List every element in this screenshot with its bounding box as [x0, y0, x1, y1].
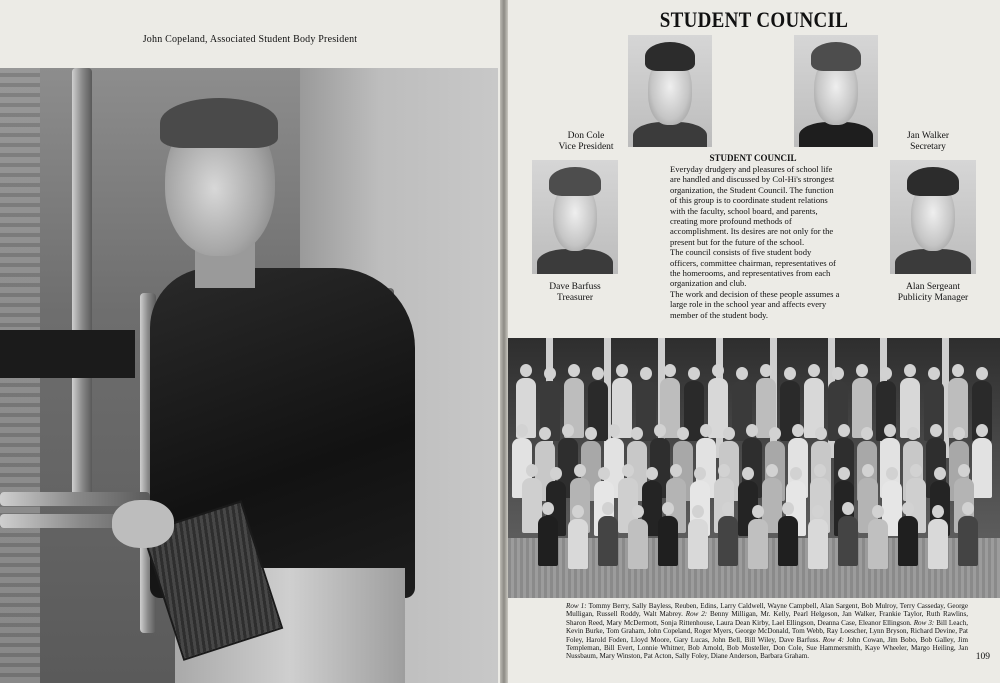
group-member-figure — [808, 519, 828, 569]
article-heading: STUDENT COUNCIL — [709, 153, 797, 163]
group-member-figure — [868, 519, 888, 569]
group-member-figure — [958, 516, 978, 566]
roster-caption — [566, 602, 968, 661]
publicity-manager-caption — [870, 282, 996, 303]
secretary-role: Secretary — [910, 141, 946, 152]
page-number: 109 — [975, 652, 990, 662]
secretary-caption — [878, 131, 978, 152]
book-gutter — [500, 0, 508, 683]
article-paragraph: The council consists of five student body officers, committee chairman, representatives of the homerooms, and representatives from each organization and club. — [670, 247, 836, 289]
vice-president-caption — [538, 131, 634, 152]
roster-row: Benny Milligan, Mr. Kelly, Pearl Helgeson, Jan Walker, Frankie Taylor, Ruth Rawlins, Sharon Reed, Mary McDermott, Sonja Rittenhouse, Laura Dean Kirby, Lael Ellingson, Deanna Case, Eleanor Ellingson. — [566, 610, 968, 627]
roster-row-label: Row 1: — [566, 602, 587, 610]
group-member-figure — [972, 438, 992, 498]
group-member-figure — [658, 516, 678, 566]
group-member-figure — [568, 519, 588, 569]
president-photo — [0, 68, 498, 683]
group-member-figure — [778, 516, 798, 566]
treasurer-caption — [522, 282, 628, 303]
article-paragraph: The work and decision of these people assumes a large role in the school year and affects every member of the student body. — [670, 288, 840, 320]
page-title: STUDENT COUNCIL — [659, 8, 849, 33]
group-member-figure — [898, 516, 918, 566]
president-caption: John Copeland, Associated Student Body President — [142, 34, 358, 45]
secretary-portrait — [794, 35, 878, 147]
roster-row-label: Row 2: — [685, 610, 708, 619]
right-page — [508, 0, 1000, 683]
roster-row-label: Row 3: — [913, 618, 935, 627]
group-member-figure — [928, 519, 948, 569]
publicity-manager-name: Alan Sergeant — [906, 282, 960, 292]
article-body — [670, 164, 840, 320]
group-member-figure — [598, 516, 618, 566]
roster-row-label: Row 4: — [822, 635, 845, 644]
council-group-photo — [508, 338, 1000, 598]
group-member-figure — [748, 519, 768, 569]
treasurer-role: Treasurer — [556, 292, 594, 303]
group-member-figure — [838, 516, 858, 566]
group-member-figure — [628, 519, 648, 569]
roster-row: Tommy Berry, Sally Bayless, Reuben, Edins, Larry Caldwell, Wayne Campbell, Alan Sargent, Bob Mulroy, Terry Casseday, George Mulligan, Russell Roddy, Walt Mabrey. — [566, 602, 968, 619]
publicity-manager-role: Publicity Manager — [897, 292, 969, 303]
vice-president-name: Don Cole — [567, 131, 605, 141]
group-member-figure — [688, 519, 708, 569]
secretary-name: Jan Walker — [906, 131, 950, 141]
article-paragraph: Everyday drudgery and pleasures of school life are handled and discussed by Col-Hi's strongest organization, the Student Council. The function of this group is to coordinate student relations with the faculty, school board, and parents, creating more profound methods of accomplishment. Its desires are not only for the present but for the future of the school. — [670, 164, 835, 247]
group-member-figure — [718, 516, 738, 566]
roster-row: John Cowan, Jim Bobo, Bob Galley, Jim Templeman, Bill Evert, Lonnie Whitner, Bob Arnold, Bob Mosteller, Don Cole, Sue Hammersmith, Kaye Wheeler, Margo Heiling, Jan Nussbaum, Mary Winston, Pat Acton, Sally Foley, Diane Anderson, Barbara Graham. — [566, 635, 968, 661]
roster-row: Bill Leach, Kevin Burke, Tom Graham, John Copeland, Roger Myers, George McDonald, Tom Webb, Ray Loescher, Lynn Bryson, Richard Devine, Pat Foley, Harold Foden, Lloyd Moore, Gary Lucas, John Bell, Bill Wiley, Dave Barfuss. — [566, 618, 969, 644]
treasurer-name: Dave Barfuss — [549, 282, 601, 292]
publicity-manager-portrait — [890, 160, 976, 274]
vice-president-role: Vice President — [558, 141, 614, 152]
group-member-figure — [538, 516, 558, 566]
treasurer-portrait — [532, 160, 618, 274]
vice-president-portrait — [628, 35, 712, 147]
